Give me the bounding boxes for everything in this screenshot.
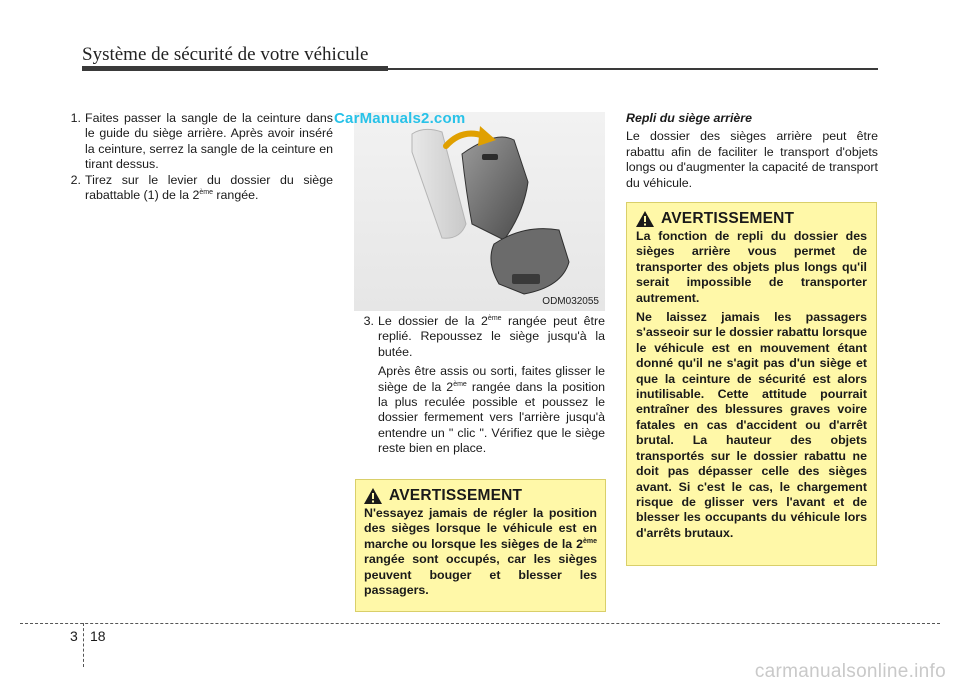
footer-rule (20, 623, 940, 624)
step-text-part: Le dossier de la 2 (378, 314, 488, 328)
step-number: 3. (363, 314, 374, 328)
warning-box-seat-adjust (355, 479, 606, 612)
warning-title: AVERTISSEMENT (389, 487, 523, 505)
figure-code: ODM032055 (542, 296, 599, 307)
seat-cushion (491, 229, 569, 294)
section-title: Repli du siège arrière (626, 111, 753, 125)
step-3 (354, 314, 605, 360)
para-text-part: rangée dans la position la plus reculée possible et poussez le dossier fermement vers l'arrière jusqu'à entendre un " clic ". Vérifiez que le siège reste bien en place. (378, 379, 605, 456)
seatback-folding (462, 137, 528, 240)
header-rule-thick (82, 66, 388, 71)
warning-triangle-icon (364, 488, 382, 504)
warning-paragraph: Ne laissez jamais les passagers s'asseoir sur le dossier rabattu lorsque le véhicule est en mouvement étant donné qu'il ne s'agit pas d'un siège et que la ceinture de sécurité est alors inutilisable. Cette attitude pourrait entraîner des blessures graves voire fatales en cas d'accident ou d'arrêt brutal. La hauteur des objets transportés sur le dossier rabattu ne doit pas dépasser celle des sièges avant. Si c'est le cas, le chargement risque de glisser vers l'avant et de blesser les occupants du véhicule lors d'arrêts brutaux. (636, 310, 867, 540)
step-text-part: rangée. (212, 188, 259, 203)
warning-paragraph: La fonction de repli du dossier des sièges arrière vous permet de transporter des objets plus longs qu'il serait impossible de transporter autrement. (636, 229, 867, 305)
step-number: 1. (70, 111, 81, 125)
warning-title: AVERTISSEMENT (661, 210, 795, 228)
step-text (85, 173, 333, 204)
warning-header (364, 488, 597, 504)
folding-seat-drawing (354, 112, 605, 311)
warning-box-fold (626, 202, 877, 566)
step-text-part: rangée peut être replié. Repoussez le siège jusqu'à la butée. (378, 314, 605, 359)
header-rule-thin (388, 68, 878, 70)
seat-illustration (354, 112, 605, 311)
watermark-bottom: carmanualsonline.info (754, 661, 946, 682)
step-text-part: Tirez sur le levier du dossier du siège rabattable (1) de la 2 (85, 172, 333, 203)
warning-text (636, 229, 867, 541)
middle-column (354, 314, 605, 457)
watermark-top: CarManuals2.com (334, 110, 466, 127)
footer-divider (83, 623, 84, 667)
step-text: Faites passer la sangle de la ceinture dans le guide du siège arrière. Après avoir inséré la ceinture, serrez la sangle de la ceinture en tirant dessus. (85, 111, 333, 172)
page-header-title: Système de sécurité de votre véhicule (82, 44, 369, 65)
seatback-ghost-upright (412, 129, 466, 238)
warning-triangle-icon (636, 211, 654, 227)
step-2 (61, 173, 333, 204)
warning-text-part: N'essayez jamais de régler la position des sièges lorsque le véhicule est en marche ou lorsque les sièges de la 2 (364, 506, 597, 551)
left-column (61, 111, 333, 203)
ordinal-sup: ème (487, 314, 502, 322)
page-number: 18 (90, 628, 106, 644)
warning-text-part: rangée sont occupés, car les sièges peuvent bouger et blesser les passagers. (364, 552, 597, 598)
lever-slot (482, 154, 498, 160)
section-text: Le dossier des sièges arrière peut être rabattu afin de faciliter le transport d'objets longs ou d'augmenter la capacité de transport du véhicule. (626, 129, 878, 190)
seat-base (512, 274, 540, 284)
right-column (626, 111, 878, 191)
ordinal-sup: ème (453, 380, 467, 388)
step-number: 2. (70, 172, 81, 187)
ordinal-sup: ème (582, 537, 597, 545)
para-text-part: Après être assis ou sorti, faites glisser le siège de la 2 (378, 364, 605, 394)
step-text (378, 314, 605, 360)
warning-header (636, 211, 867, 227)
step-3-paragraph (378, 364, 605, 456)
warning-text (364, 506, 597, 598)
chapter-number: 3 (70, 628, 78, 644)
step-1 (61, 111, 333, 173)
ordinal-sup: ème (199, 188, 213, 196)
